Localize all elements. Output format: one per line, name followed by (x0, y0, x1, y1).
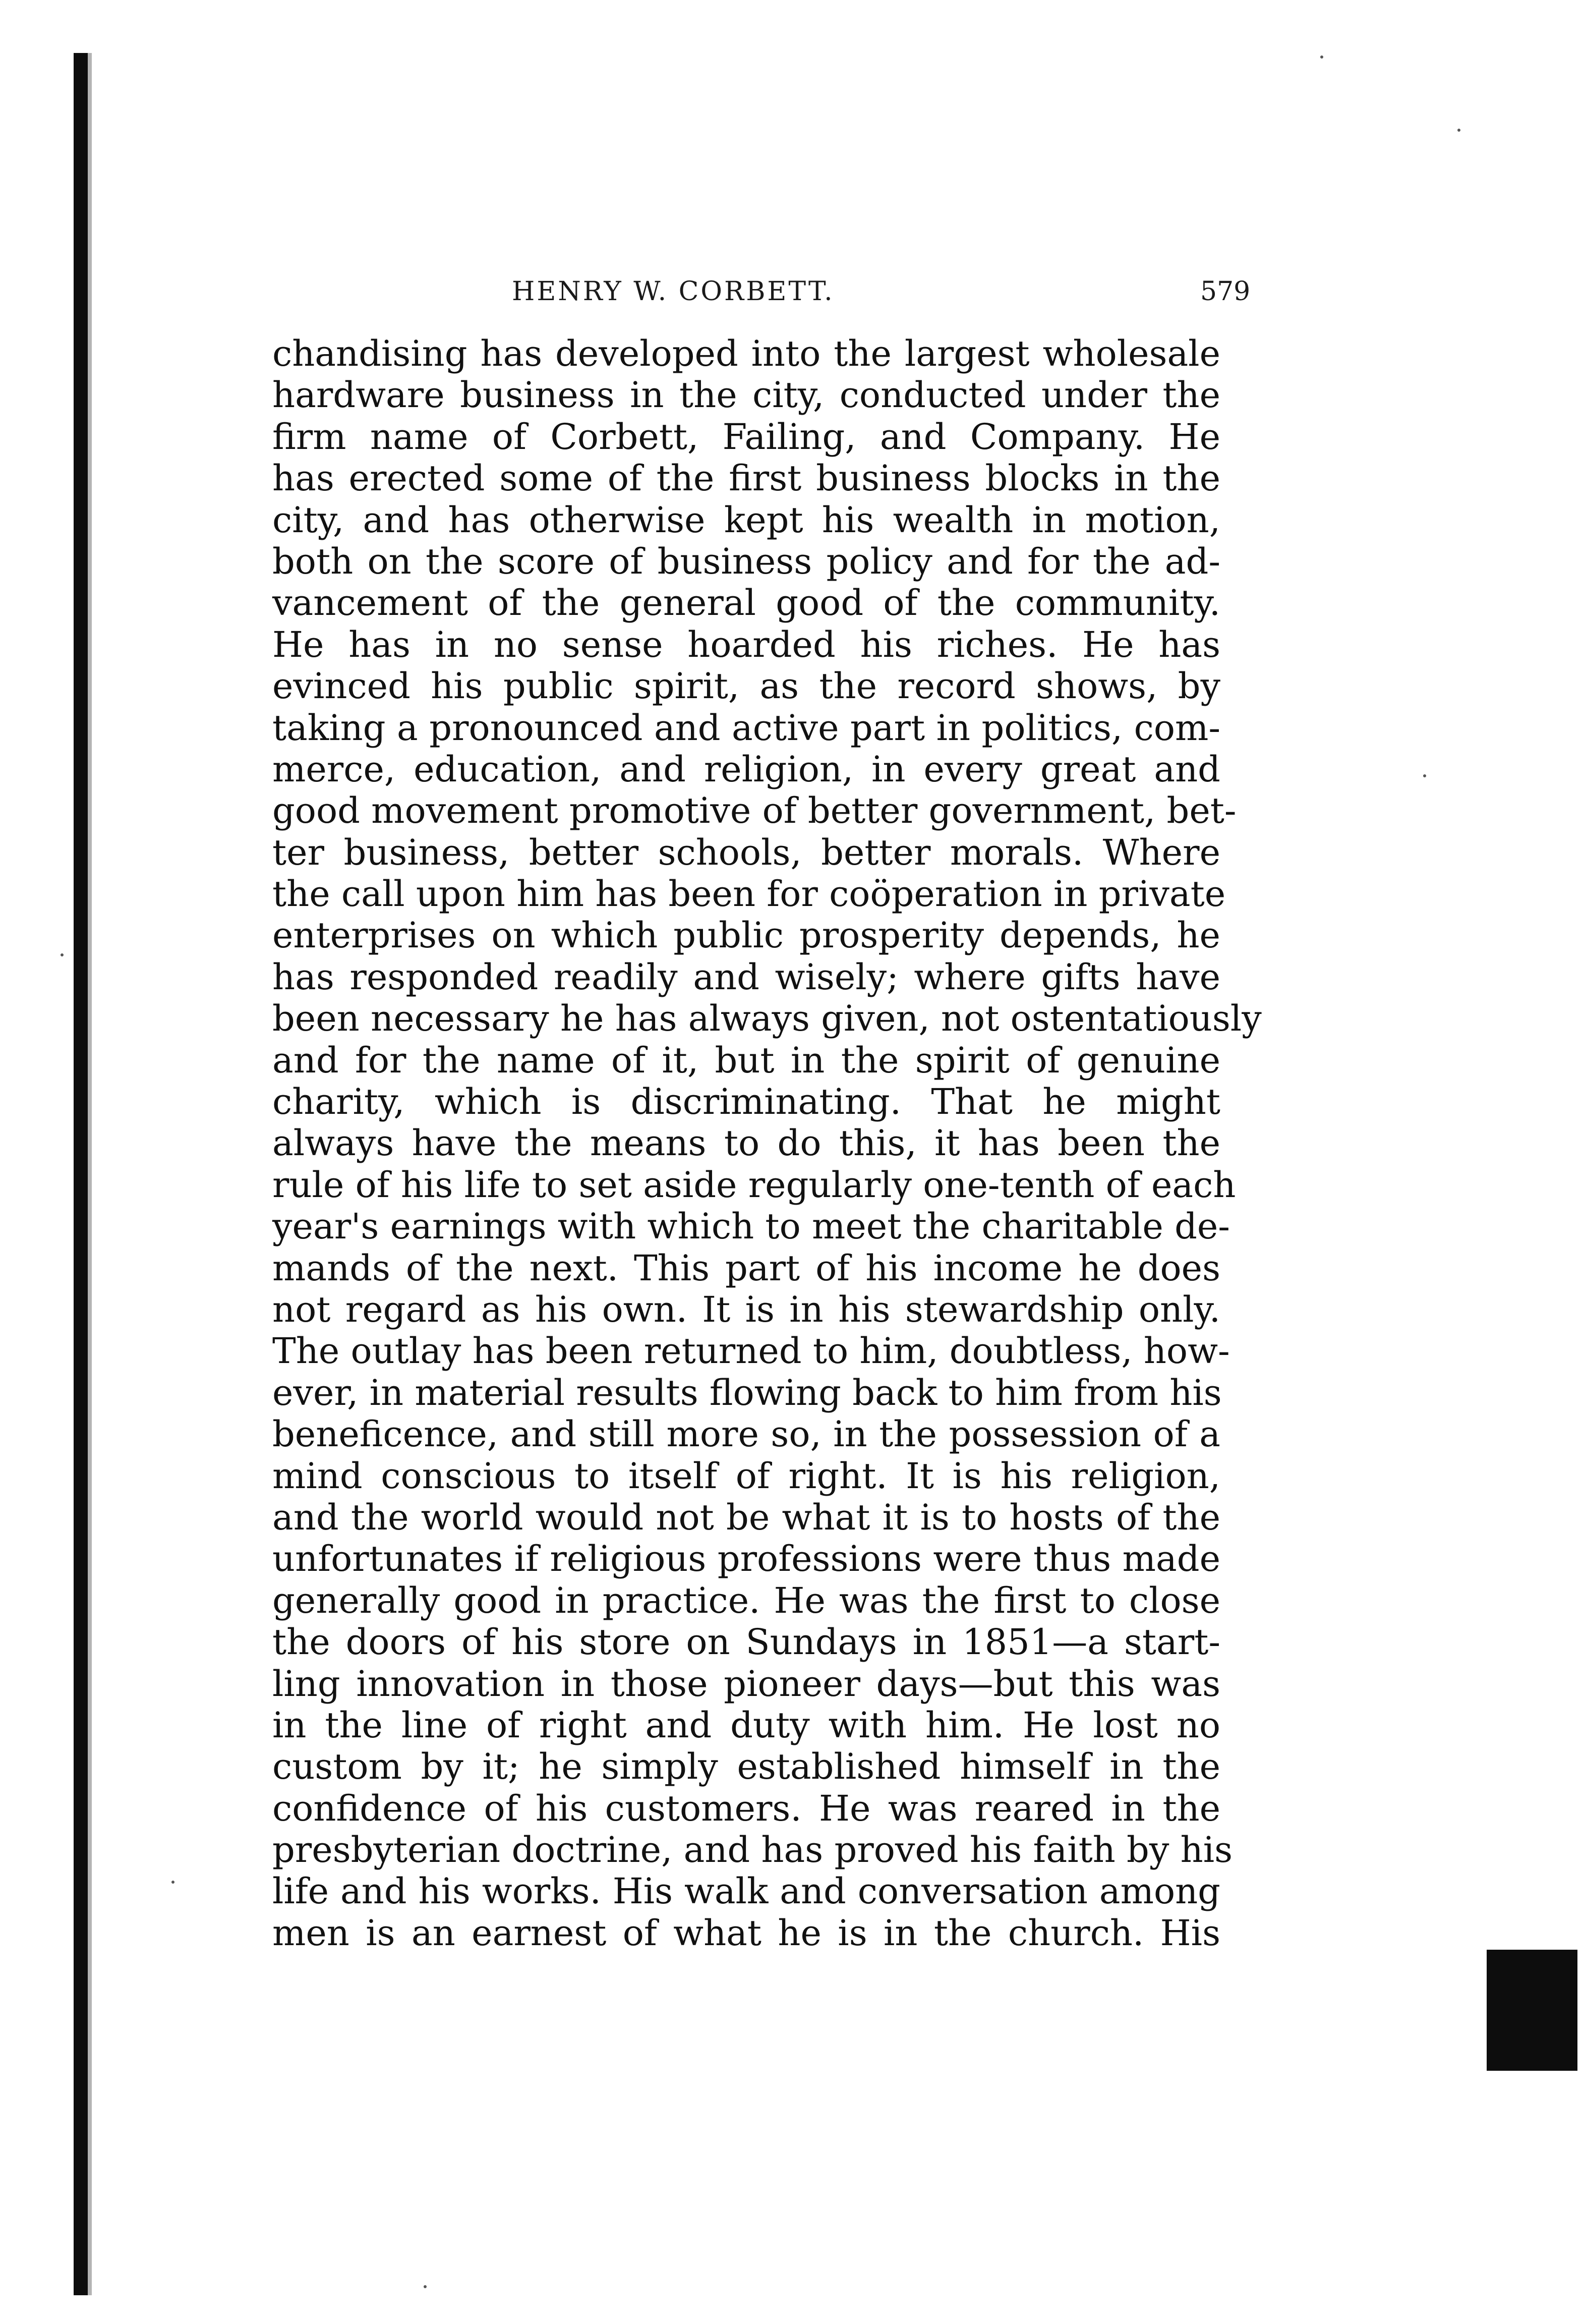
text-line: mands of the next. This part of his income he does (272, 1247, 1220, 1289)
text-line: the call upon him has been for coöperation in private (272, 873, 1226, 915)
scan-speck (171, 1881, 174, 1884)
text-line: presbyterian doctrine, and has proved his faith by his (272, 1829, 1233, 1871)
text-line: custom by it; he simply established himself in the (272, 1746, 1220, 1788)
text-line: has erected some of the first business blocks in the (272, 458, 1220, 499)
scan-speck (1320, 55, 1323, 59)
text-line: evinced his public spirit, as the record shows, by (272, 665, 1220, 707)
text-line: mind conscious to itself of right. It is his religion, (272, 1455, 1220, 1497)
text-line: not regard as his own. It is in his stewardship only. (272, 1288, 1220, 1330)
text-line: year's earnings with which to meet the charitable de- (272, 1206, 1230, 1248)
text-line: rule of his life to set aside regularly one-tenth of each (272, 1164, 1236, 1206)
text-line: ever, in material results flowing back to him from his (272, 1372, 1222, 1413)
text-line: firm name of Corbett, Failing, and Company. He (272, 416, 1220, 458)
text-line: been necessary he has always given, not ostentatiously (272, 998, 1262, 1040)
text-line: ter business, better schools, better morals. Where (272, 831, 1220, 873)
text-line: good movement promotive of better government, bet- (272, 790, 1237, 832)
text-line: confidence of his customers. He was reared in the (272, 1787, 1220, 1829)
text-line: vancement of the general good of the community. (272, 582, 1220, 624)
text-line: and the world would not be what it is to hosts of the (272, 1496, 1220, 1538)
text-line: in the line of right and duty with him. He lost no (272, 1704, 1220, 1746)
text-line: taking a pronounced and active part in politics, com- (272, 707, 1220, 749)
scan-speck (1423, 774, 1426, 777)
page-number: 579 (1200, 276, 1251, 307)
scan-right-edge-block (1487, 1950, 1577, 2071)
text-line: charity, which is discriminating. That he might (272, 1081, 1220, 1123)
scan-left-edge-shadow (88, 53, 92, 2295)
text-line: He has in no sense hoarded his riches. He has (272, 623, 1220, 665)
body-text (272, 333, 1262, 1954)
text-line: men is an earnest of what he is in the church. His (272, 1912, 1220, 1954)
text-line: always have the means to do this, it has been the (272, 1122, 1220, 1164)
text-line: city, and has otherwise kept his wealth in motion, (272, 499, 1220, 541)
text-line: life and his works. His walk and conversation among (272, 1870, 1220, 1912)
scan-left-edge-bar (74, 53, 88, 2295)
scan-speck (1457, 129, 1460, 132)
text-line: both on the score of business policy and for the ad- (272, 540, 1220, 582)
scan-speck (61, 953, 64, 956)
text-line: chandising has developed into the largest wholesale (272, 333, 1220, 374)
running-head: HENRY W. CORBETT. (512, 276, 835, 307)
text-line: and for the name of it, but in the spirit of genuine (272, 1039, 1220, 1081)
text-line: beneficence, and still more so, in the possession of a (272, 1413, 1220, 1455)
page-header (0, 276, 1584, 312)
text-line: hardware business in the city, conducted under the (272, 374, 1220, 416)
text-line: enterprises on which public prosperity depends, he (272, 915, 1220, 956)
scan-speck (424, 2285, 427, 2288)
text-line: merce, education, and religion, in every great and (272, 748, 1220, 790)
text-line: has responded readily and wisely; where gifts have (272, 956, 1220, 998)
text-line: generally good in practice. He was the first to close (272, 1579, 1220, 1621)
text-line: ling innovation in those pioneer days—but this was (272, 1663, 1220, 1705)
text-line: The outlay has been returned to him, doubtless, how- (272, 1330, 1230, 1372)
text-line: unfortunates if religious professions were thus made (272, 1538, 1220, 1580)
text-line: the doors of his store on Sundays in 1851—a start- (272, 1621, 1220, 1663)
